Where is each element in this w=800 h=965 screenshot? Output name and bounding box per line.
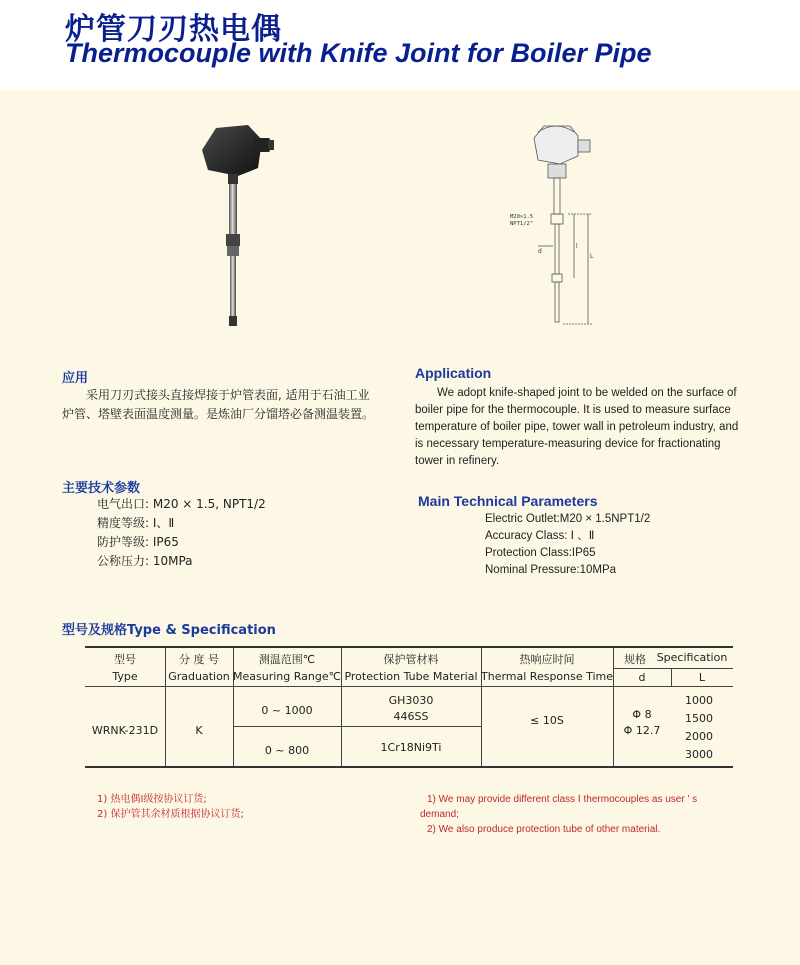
hdr-tube-en: Protection Tube Material (344, 670, 478, 683)
thread-label-2: NPT1/2" (510, 221, 534, 227)
cell-range-2: 0 ~ 800 (264, 744, 310, 757)
hdr-resp-en: Thermal Response Time (481, 670, 614, 683)
cell-tube-2: 1Cr18Ni9Ti (380, 741, 442, 754)
note-en-1-cont: demand; (420, 809, 459, 820)
application-text-cn (62, 386, 392, 424)
hdr-d: d (638, 671, 646, 684)
hdr-range-en: Measuring Range℃ (233, 670, 341, 683)
cell-d-2: Φ 12.7 (623, 724, 661, 737)
application-en-line-2: boiler pipe for the thermocouple. It is used to measure surface (415, 404, 731, 416)
param-cn-item: 防护等级: IP65 (97, 535, 179, 549)
cell-response: ≤ 10S (530, 714, 564, 727)
params-heading-cn: 主要技术参数 (62, 481, 141, 496)
cell-L-1500: 1500 (685, 712, 713, 725)
params-list-cn (97, 495, 397, 571)
cell-range-1: 0 ~ 1000 (261, 704, 313, 717)
application-cn-line-2: 炉管、塔壁表面温度测量。是炼油厂分馏塔必备测温装置。 (62, 407, 375, 421)
params-list-en (485, 511, 765, 579)
application-cn-line-1: 采用刀刃式接头直接焊接于炉管表面, 适用于石油工业 (86, 388, 370, 402)
param-en-item: Accuracy Class: Ⅰ 、Ⅱ (485, 530, 595, 542)
application-en-line-5: tower in refinery. (415, 455, 500, 467)
dim-L-label: L (590, 253, 594, 260)
application-en-line-4: is necessary temperature-measuring device for fractionating (415, 438, 721, 450)
hdr-spec-cn: 规格 (624, 653, 646, 666)
note-en-1: 1) We may provide different class Ⅰ thermocouples as user ' s (427, 794, 698, 805)
spec-sub-rule (613, 668, 733, 669)
thread-label-1: M20×1.5 (510, 214, 534, 220)
hdr-grad-cn: 分 度 号 (179, 653, 219, 666)
notes-en (420, 792, 697, 837)
cell-L-2000: 2000 (685, 730, 713, 743)
hdr-grad-en: Graduation (168, 670, 230, 683)
application-en-line-3: temperature of boiler pipe, tower wall in petroleum industry, and (415, 421, 739, 433)
row-split-rule (233, 726, 481, 727)
cell-tube-1a: GH3030 (388, 694, 434, 707)
hdr-type-en: Type (112, 670, 138, 683)
params-heading-en: Main Technical Parameters (418, 493, 598, 509)
cell-L-3000: 3000 (685, 748, 713, 761)
hdr-tube-cn: 保护管材料 (383, 653, 439, 666)
application-text-en (415, 385, 745, 470)
cell-tube-1b: 446SS (393, 710, 429, 723)
page-header (0, 0, 800, 90)
note-cn-2: 2) 保护管其余材质根据协议订货; (97, 809, 244, 820)
table-top-rule (85, 646, 733, 648)
application-heading-cn: 应用 (62, 371, 89, 386)
cell-d-1: Φ 8 (632, 708, 652, 721)
cell-L-1000: 1000 (685, 694, 713, 707)
notes-cn (97, 792, 244, 822)
title-chinese: 炉管刀刃热电偶 (65, 12, 282, 47)
hdr-type-cn: 型号 (114, 653, 136, 666)
spec-table (85, 646, 733, 768)
param-cn-item: 电气出口: M20 × 1.5, NPT1/2 (97, 497, 266, 511)
table-bottom-rule (85, 766, 733, 768)
param-en-item: Electric Outlet:M20 × 1.5NPT1/2 (485, 513, 651, 525)
hdr-spec-en: Specification (656, 651, 728, 664)
dimension-drawing (508, 118, 608, 333)
hdr-L: L (698, 671, 706, 684)
header-rule (85, 686, 733, 687)
param-en-item: Nominal Pressure:10MPa (485, 564, 617, 576)
dim-l-label: l (576, 243, 578, 250)
hdr-resp-cn: 热响应时间 (519, 653, 575, 666)
param-en-item: Protection Class:IP65 (485, 547, 596, 559)
application-en-line-1: We adopt knife-shaped joint to be welded on the surface of (437, 387, 737, 399)
spec-heading: 型号及规格Type & Specification (62, 623, 276, 638)
param-cn-item: 精度等级: Ⅰ、Ⅱ (97, 516, 175, 530)
application-heading-en: Application (415, 365, 492, 381)
dim-d-label: d (538, 248, 542, 255)
product-photo (196, 120, 276, 335)
param-cn-item: 公称压力: 10MPa (97, 554, 193, 568)
note-cn-1: 1) 热电偶Ⅰ级按协议订货; (97, 794, 207, 805)
note-en-2: 2) We also produce protection tube of other material. (427, 824, 661, 835)
cell-type: WRNK-231D (91, 724, 159, 737)
col-line (613, 648, 614, 766)
cell-graduation: K (195, 724, 203, 737)
title-english: Thermocouple with Knife Joint for Boiler Pipe (65, 38, 652, 68)
hdr-range-cn: 测温范围℃ (258, 653, 316, 666)
